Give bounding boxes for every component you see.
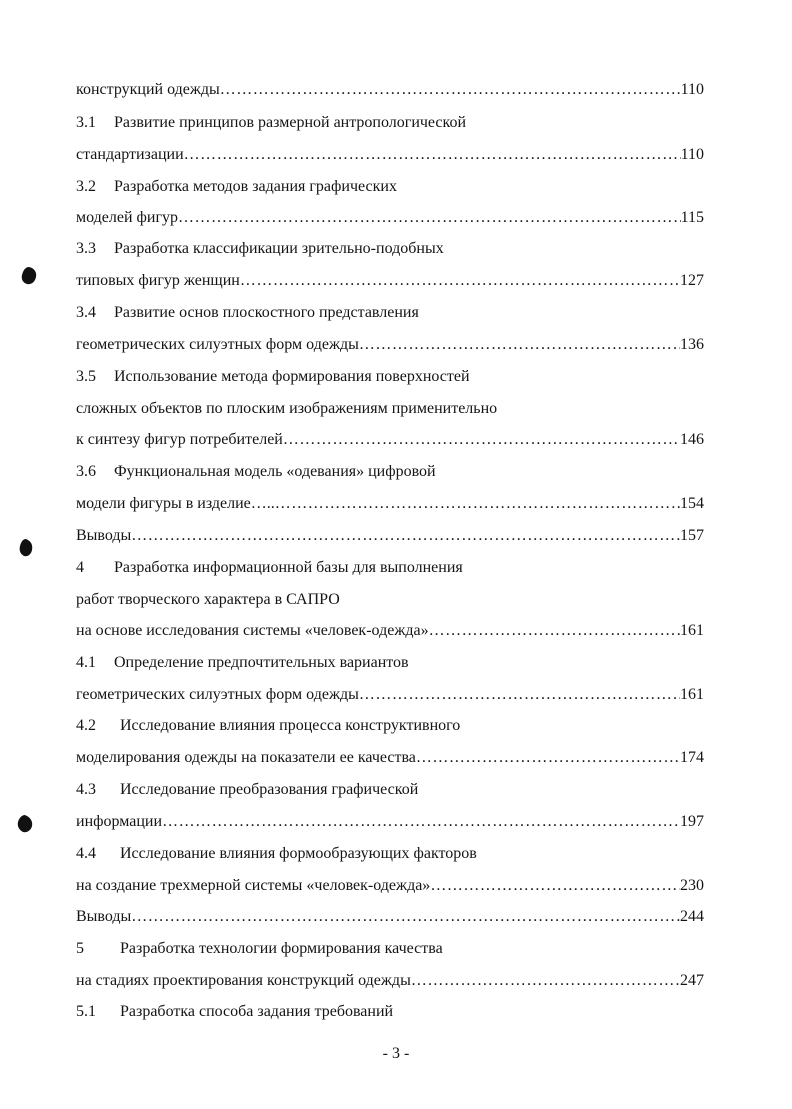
dot-leader xyxy=(416,748,680,768)
dot-leader xyxy=(429,621,680,641)
toc-section-number: 3.5 xyxy=(76,368,96,385)
dot-leader xyxy=(131,526,680,546)
toc-section-number: 3.2 xyxy=(76,178,96,195)
toc-entry-text: Разработка технологии формирования качества xyxy=(120,940,443,957)
toc-entry-text: информации xyxy=(76,813,163,830)
toc-entry-text: Выводы xyxy=(76,527,132,544)
toc-heading xyxy=(76,303,704,323)
toc-entry-text: на основе исследования системы «человек-одежда» xyxy=(76,622,429,639)
toc-entry-text: на стадиях проектирования конструкций одежды xyxy=(76,972,411,989)
toc-section-number: 4.4 xyxy=(76,845,96,862)
toc-heading xyxy=(76,177,704,197)
dot-leader xyxy=(359,685,680,705)
punch-hole-mark xyxy=(18,538,34,558)
dot-leader xyxy=(178,208,681,228)
toc-entry-text: геометрических силуэтных форм одежды xyxy=(76,686,359,703)
toc-entry-page: 115 xyxy=(680,209,704,226)
toc-entry xyxy=(76,907,704,927)
toc-entry-text: Исследование влияния формообразующих факторов xyxy=(120,845,477,862)
toc-entry-text: Выводы xyxy=(76,908,132,925)
toc-entry-text: геометрических силуэтных форм одежды xyxy=(76,336,359,353)
toc-heading xyxy=(76,1002,704,1022)
toc-entry-text: моделирования одежды на показатели ее качества xyxy=(76,749,416,766)
toc-entry-text: сложных объектов по плоским изображениям применительно xyxy=(76,400,498,417)
dot-leader xyxy=(359,335,680,355)
toc-heading xyxy=(76,780,704,800)
toc-section-number: 3.1 xyxy=(76,114,96,131)
toc-entry-page: 197 xyxy=(680,813,704,830)
toc-section-number: 4.1 xyxy=(76,654,96,671)
toc-entry-page: 247 xyxy=(680,972,704,989)
toc-section-number: 5 xyxy=(76,940,84,957)
toc-heading xyxy=(76,844,704,864)
toc-section-number: 4 xyxy=(76,559,84,576)
dot-leader xyxy=(184,145,681,165)
toc-entry-page: 161 xyxy=(680,686,704,703)
dot-leader xyxy=(275,494,680,514)
toc-entry-page: 230 xyxy=(680,877,704,894)
toc-entry-text: Разработка информационной базы для выполнения xyxy=(114,559,463,576)
toc-entry xyxy=(76,621,704,641)
toc-entry-text: стандартизации xyxy=(76,146,184,163)
toc-entry xyxy=(76,876,704,896)
toc-entry xyxy=(76,80,704,100)
toc-heading xyxy=(76,939,704,959)
toc-entry-text: Разработка методов задания графических xyxy=(114,178,397,195)
toc-heading xyxy=(76,113,704,133)
toc-entry-page: 127 xyxy=(680,272,704,289)
toc-entry-text: Использование метода формирования поверхностей xyxy=(114,368,470,385)
toc-section-number: 5.1 xyxy=(76,1003,96,1020)
dot-leader xyxy=(240,271,680,291)
toc-heading xyxy=(76,558,704,578)
toc-entry-page: 161 xyxy=(680,622,704,639)
dot-leader xyxy=(131,907,680,927)
page-number: - 3 - xyxy=(382,1045,410,1062)
toc-entry-page: 110 xyxy=(680,81,704,98)
toc-entry-page: 157 xyxy=(680,527,704,544)
toc-entry xyxy=(76,271,704,291)
toc-entry-text: моделей фигур xyxy=(76,209,179,226)
toc-heading xyxy=(76,367,704,387)
toc-entry-text: Развитие основ плоскостного представления xyxy=(114,304,419,321)
toc-section-number: 4.2 xyxy=(76,717,96,734)
toc-entry xyxy=(76,971,704,991)
toc-entry-text: Исследование влияния процесса конструктивного xyxy=(120,717,461,734)
toc-heading xyxy=(76,716,704,736)
punch-hole-mark xyxy=(20,266,38,286)
toc-entry xyxy=(76,430,704,450)
toc-entry xyxy=(76,208,704,228)
toc-entry-text: модели фигуры в изделие….. xyxy=(76,495,275,512)
toc-entry-page: 174 xyxy=(680,749,704,766)
toc-entry xyxy=(76,526,704,546)
toc-continuation xyxy=(76,399,704,419)
toc-entry-page: 110 xyxy=(680,146,704,163)
toc-entry xyxy=(76,685,704,705)
toc-entry-page: 244 xyxy=(680,908,704,925)
toc-entry-text: Определение предпочтительных вариантов xyxy=(114,654,409,671)
toc-entry-text: к синтезу фигур потребителей xyxy=(76,431,283,448)
dot-leader xyxy=(283,430,680,450)
dot-leader xyxy=(430,876,680,896)
dot-leader xyxy=(220,80,681,100)
toc-entry-text: Функциональная модель «одевания» цифровой xyxy=(114,463,436,480)
toc-section-number: 3.6 xyxy=(76,463,96,480)
toc-entry-page: 136 xyxy=(680,336,704,353)
toc-entry-text: конструкций одежды xyxy=(76,81,220,98)
toc-entry xyxy=(76,748,704,768)
toc-entry-text: на создание трехмерной системы «человек-одежда» xyxy=(76,877,431,894)
toc-heading xyxy=(76,462,704,482)
dot-leader xyxy=(162,812,680,832)
toc-entry xyxy=(76,145,704,165)
toc-entry-text: Разработка способа задания требований xyxy=(120,1003,394,1020)
toc-entry-page: 146 xyxy=(680,431,704,448)
punch-hole-mark xyxy=(16,814,34,834)
toc-heading xyxy=(76,653,704,673)
toc-section-number: 4.3 xyxy=(76,781,96,798)
toc-heading xyxy=(76,239,704,259)
toc-entry-text: типовых фигур женщин xyxy=(76,272,240,289)
toc-entry xyxy=(76,812,704,832)
dot-leader xyxy=(411,971,680,991)
toc-continuation xyxy=(76,590,704,610)
toc-section-number: 3.4 xyxy=(76,304,96,321)
toc-entry-page: 154 xyxy=(680,495,704,512)
toc-entry-text: работ творческого характера в САПРО xyxy=(76,591,340,608)
toc-entry xyxy=(76,335,704,355)
toc-entry-text: Разработка классификации зрительно-подобных xyxy=(114,240,444,257)
toc-entry xyxy=(76,494,704,514)
toc-entry-text: Развитие принципов размерной антропологической xyxy=(114,114,467,131)
toc-entry-text: Исследование преобразования графической xyxy=(120,781,419,798)
toc-section-number: 3.3 xyxy=(76,240,96,257)
